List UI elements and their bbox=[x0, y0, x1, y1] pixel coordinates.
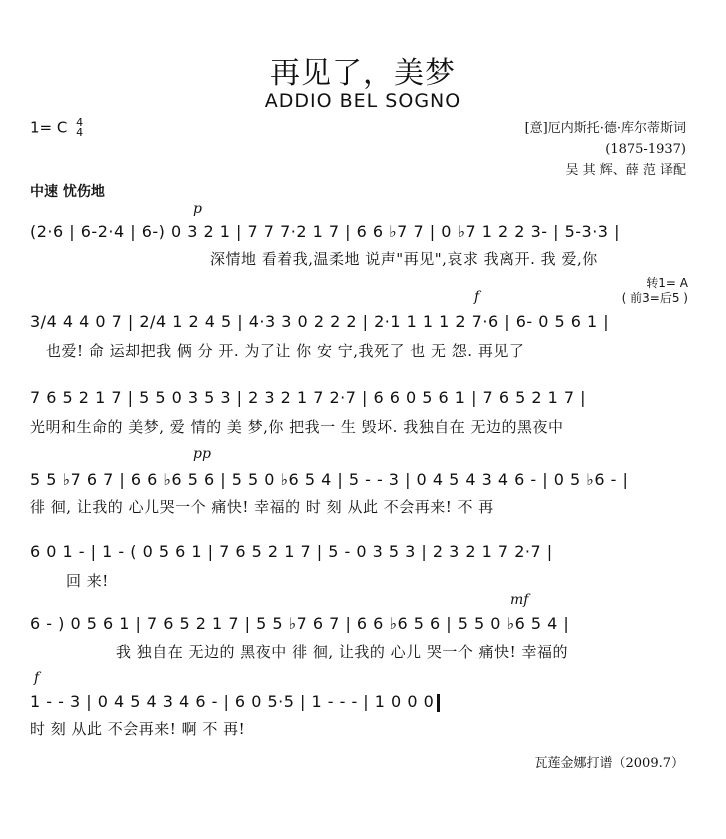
key-signature bbox=[30, 118, 83, 138]
notation-line-7 bbox=[30, 692, 440, 712]
notation-line-5: 6 0 1 - | 1 - ( 0 5 6 1 | 7 6 5 2 1 7 | 5 - 0 3 5 3 | 2 3 2 1 7 2·7 | bbox=[30, 542, 553, 561]
credits bbox=[525, 118, 686, 181]
dynamic-mark-2: f bbox=[474, 289, 480, 305]
typesetter-credit: 瓦莲金娜打谱（2009.7） bbox=[534, 756, 684, 771]
lyricist: [意]厄内斯托·德·库尔蒂斯词 bbox=[524, 121, 686, 136]
lyrics-line-2: 也爱! 命 运却把我 俩 分 开. 为了让 你 安 宁,我死了 也 无 怨. 再见了 bbox=[46, 342, 525, 360]
dynamic-mark-7: f bbox=[34, 670, 40, 686]
tempo-marking: 中速 忧伤地 bbox=[30, 184, 105, 200]
lyrics-line-1: 深情地 看着我,温柔地 说声"再见",哀求 我离开. 我 爱,你 bbox=[210, 250, 598, 268]
lyrics-line-6: 我 独自在 无边的 黑夜中 徘 徊, 让我的 心儿 哭一个 痛快! 幸福的 bbox=[116, 643, 568, 661]
notation-line-1: (2·6 | 6-2·4 | 6-) 0 3 2 1 | 7 7 7·2 1 7 | 6 6 ♭7 7 | 0 ♭7 1 2 2 3- | 5-3·3 | bbox=[30, 222, 620, 241]
dynamic-mark-1: p bbox=[193, 201, 202, 217]
modulation-ratio: ( 前3=后5 ) bbox=[621, 291, 688, 305]
time-top: 4 bbox=[76, 116, 84, 129]
notation-line-7-text: 1 - - 3 | 0 4 5 4 3 4 6 - | 6 0 5·5 | 1 - - - | 1 0 0 0 bbox=[30, 692, 435, 711]
notation-line-3: 7 6 5 2 1 7 | 5 5 0 3 5 3 | 2 3 2 1 7 2·7 | 6 6 0 5 6 1 | 7 6 5 2 1 7 | bbox=[30, 388, 587, 407]
key-label: 1= C bbox=[30, 118, 68, 137]
time-signature bbox=[76, 118, 83, 138]
lyrics-line-3: 光明和生命的 美梦, 爱 情的 美 梦,你 把我一 生 毁坏. 我独自在 无边的黑夜中 bbox=[30, 418, 564, 436]
final-barline bbox=[437, 694, 440, 712]
lyrics-line-4: 徘 徊, 让我的 心儿哭一个 痛快! 幸福的 时 刻 从此 不会再来! 不 再 bbox=[30, 498, 494, 516]
notation-line-2: 3/4 4 4 0 7 | 2/4 1 2 4 5 | 4·3 3 0 2 2 2 | 2·1 1 1 1 2 7·6 | 6- 0 5 6 1 | bbox=[30, 312, 610, 331]
dynamic-mark-6: mf bbox=[510, 592, 529, 608]
modulation-note bbox=[622, 276, 688, 306]
lyrics-line-5: 回 来! bbox=[66, 572, 109, 590]
song-subtitle: ADDIO BEL SOGNO bbox=[264, 90, 462, 112]
notation-line-4: 5 5 ♭7 6 7 | 6 6 ♭6 5 6 | 5 5 0 ♭6 5 4 | 5 - - 3 | 0 4 5 4 3 4 6 - | 0 5 ♭6 - | bbox=[30, 470, 629, 489]
time-bottom: 4 bbox=[76, 126, 84, 139]
notation-line-6: 6 - ) 0 5 6 1 | 7 6 5 2 1 7 | 5 5 ♭7 6 7 | 6 6 ♭6 5 6 | 5 5 0 ♭6 5 4 | bbox=[30, 614, 570, 633]
dynamic-mark-4: pp bbox=[193, 446, 211, 462]
translators: 吴 其 辉、薛 范 译配 bbox=[565, 163, 686, 178]
lyricist-years: (1875-1937) bbox=[605, 142, 686, 157]
lyrics-line-7: 时 刻 从此 不会再来! 啊 不 再! bbox=[30, 720, 246, 738]
modulation-key: 转1= A bbox=[646, 276, 688, 290]
song-title: 再见了，美梦 bbox=[270, 56, 456, 91]
